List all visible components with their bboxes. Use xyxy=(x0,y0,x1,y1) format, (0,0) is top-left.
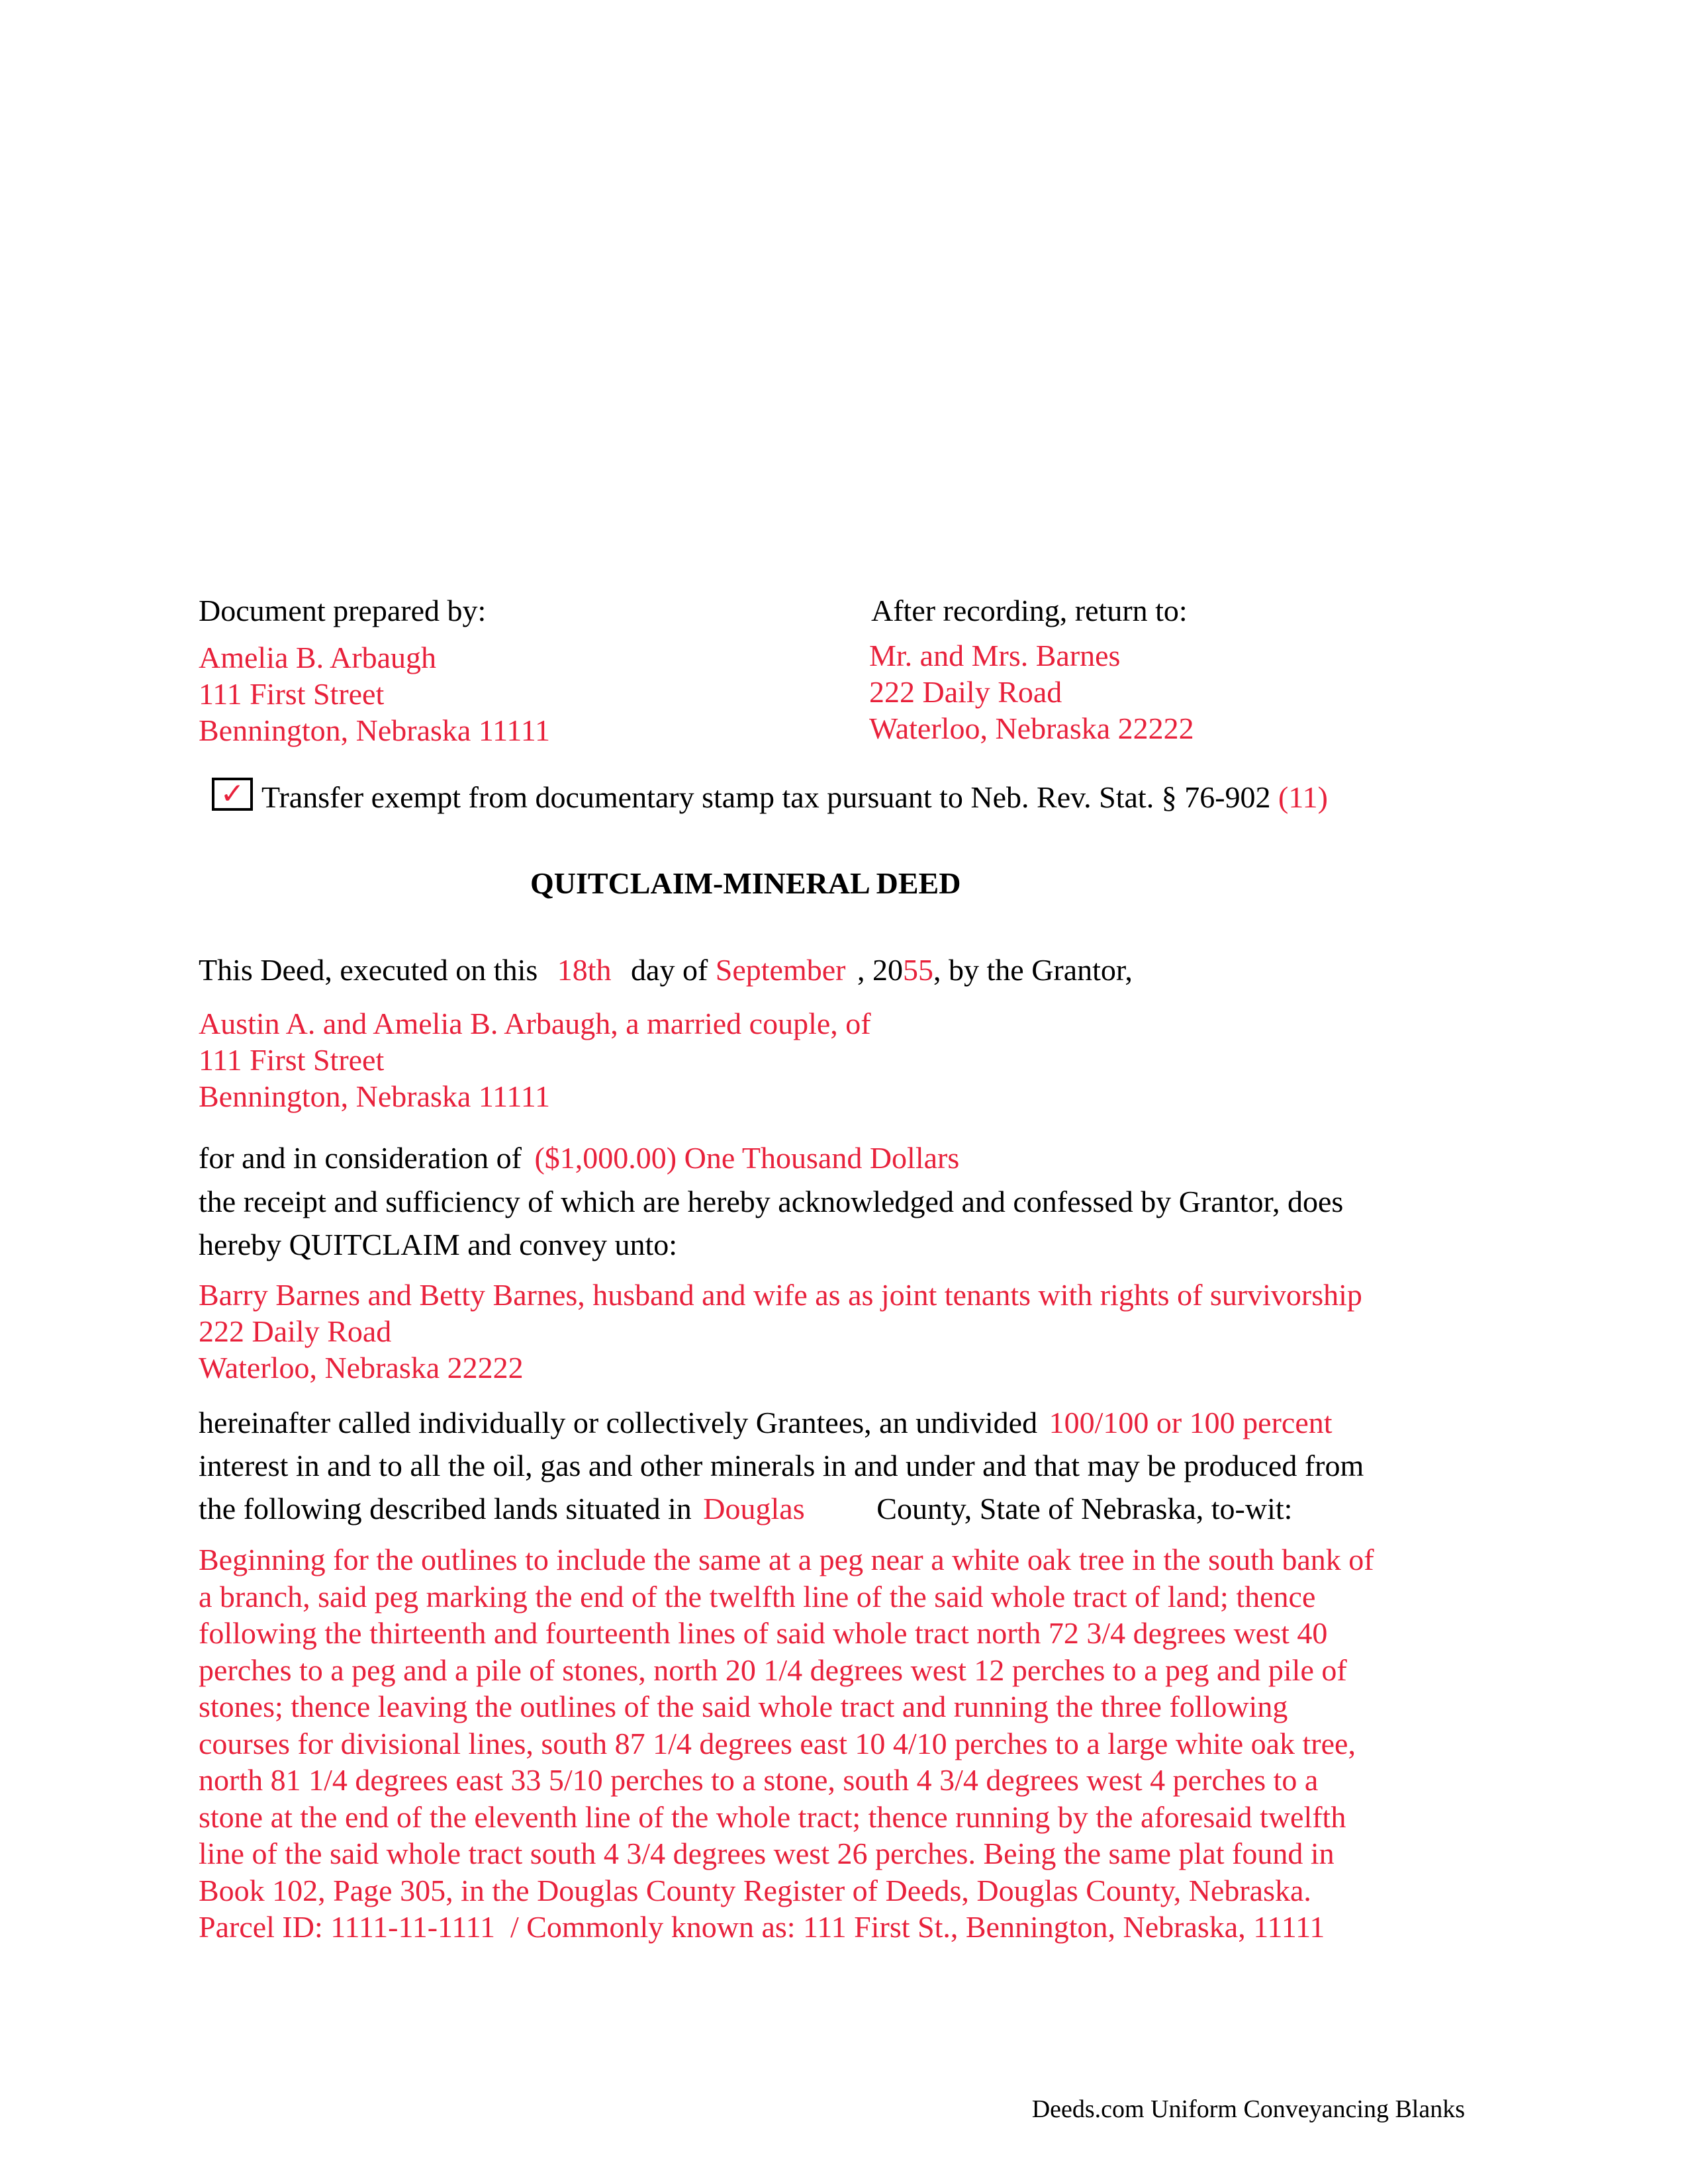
exemption-code: (11) xyxy=(1278,780,1328,814)
legal-line: Beginning for the outlines to include the same at a peg near a white oak tree in the south bank of xyxy=(199,1543,1374,1576)
legal-line: courses for divisional lines, south 87 1/4 degrees east 10 4/10 perches to a large white oak tree, xyxy=(199,1726,1356,1760)
footer-text: Deeds.com Uniform Conveyancing Blanks xyxy=(1031,2095,1465,2123)
exemption-checkbox[interactable] xyxy=(212,778,253,811)
legal-line: perches to a peg and a pile of stones, north 20 1/4 degrees west 12 perches to a peg and pile of xyxy=(199,1653,1347,1687)
legal-line: stone at the end of the eleventh line of the whole tract; thence running by the aforesaid twelfth xyxy=(199,1799,1346,1834)
consideration-line-1 xyxy=(199,1140,959,1177)
interest-line-3-suffix: County, State of Nebraska, to-wit: xyxy=(876,1492,1293,1525)
legal-line: north 81 1/4 degrees east 33 5/10 perches to a stone, south 4 3/4 degrees west 4 perches to a xyxy=(199,1763,1319,1797)
legal-line: following the thirteenth and fourteenth lines of said whole tract north 72 3/4 degrees west 40 xyxy=(199,1616,1328,1650)
legal-line: a branch, said peg marking the end of the twelfth line of the said whole tract of land; thence xyxy=(199,1579,1316,1614)
legal-line: Book 102, Page 305, in the Douglas County Register of Deeds, Douglas County, Nebraska. xyxy=(199,1873,1311,1907)
execution-prefix: This Deed, executed on this xyxy=(199,953,538,987)
grantee-line-2: 222 Daily Road xyxy=(199,1314,392,1348)
grantee-line-1: Barry Barnes and Betty Barnes, husband and wife as as joint tenants with rights of survivorship xyxy=(199,1278,1362,1312)
grantor-line-2: 111 First Street xyxy=(199,1043,385,1077)
interest-county: Douglas xyxy=(703,1492,805,1525)
legal-line: line of the said whole tract south 4 3/4 degrees west 26 perches. Being the same plat found in xyxy=(199,1837,1335,1870)
prepared-by-name: Amelia B. Arbaugh xyxy=(199,641,436,674)
grantor-line-1: Austin A. and Amelia B. Arbaugh, a married couple, of xyxy=(199,1007,871,1040)
prepared-by-street: 111 First Street xyxy=(199,677,385,711)
return-to-name: Mr. and Mrs. Barnes xyxy=(869,639,1121,672)
consideration-amount: ($1,000.00) One Thousand Dollars xyxy=(534,1141,960,1175)
interest-line-3 xyxy=(199,1490,1292,1527)
legal-line: stones; thence leaving the outlines of the said whole tract and running the three following xyxy=(199,1690,1288,1723)
legal-line: Parcel ID: 1111-11-1111 / Commonly known as: 111 First St., Bennington, Nebraska, 11111 xyxy=(199,1910,1325,1944)
execution-day: 18th xyxy=(557,953,612,987)
exemption-text: Transfer exempt from documentary stamp tax pursuant to Neb. Rev. Stat. § 76-902 xyxy=(261,780,1271,814)
execution-year-suffix: 55 xyxy=(903,953,933,987)
return-to-street: 222 Daily Road xyxy=(869,675,1062,709)
execution-year-prefix: , 20 xyxy=(857,953,903,987)
execution-line xyxy=(199,952,1133,989)
execution-by-grantor: , by the Grantor, xyxy=(933,953,1133,987)
interest-prefix: hereinafter called individually or collectively Grantees, an undivided xyxy=(199,1406,1038,1439)
grantee-line-3: Waterloo, Nebraska 22222 xyxy=(199,1351,524,1385)
legal-description xyxy=(199,1541,1374,1946)
interest-line-3-prefix: the following described lands situated in xyxy=(199,1492,692,1525)
execution-day-of: day of xyxy=(631,953,708,987)
prepared-by-label: Document prepared by: xyxy=(199,594,487,627)
execution-month: September xyxy=(715,953,846,987)
grantor-line-3: Bennington, Nebraska 11111 xyxy=(199,1079,551,1113)
prepared-by-city: Bennington, Nebraska 11111 xyxy=(199,713,551,747)
interest-share: 100/100 or 100 percent xyxy=(1049,1406,1333,1439)
interest-line-2: interest in and to all the oil, gas and other minerals in and under and that may be produced from xyxy=(199,1449,1364,1482)
exemption-line xyxy=(261,779,1328,816)
consideration-prefix: for and in consideration of xyxy=(199,1141,522,1175)
consideration-line-3: hereby QUITCLAIM and convey unto: xyxy=(199,1228,678,1261)
return-to-city: Waterloo, Nebraska 22222 xyxy=(869,711,1194,745)
interest-line-1 xyxy=(199,1404,1333,1441)
deed-title: QUITCLAIM-MINERAL DEED xyxy=(530,866,961,900)
check-icon: ✓ xyxy=(220,777,245,811)
consideration-line-2: the receipt and sufficiency of which are hereby acknowledged and confessed by Grantor, does xyxy=(199,1185,1344,1218)
return-to-label: After recording, return to: xyxy=(871,594,1188,627)
